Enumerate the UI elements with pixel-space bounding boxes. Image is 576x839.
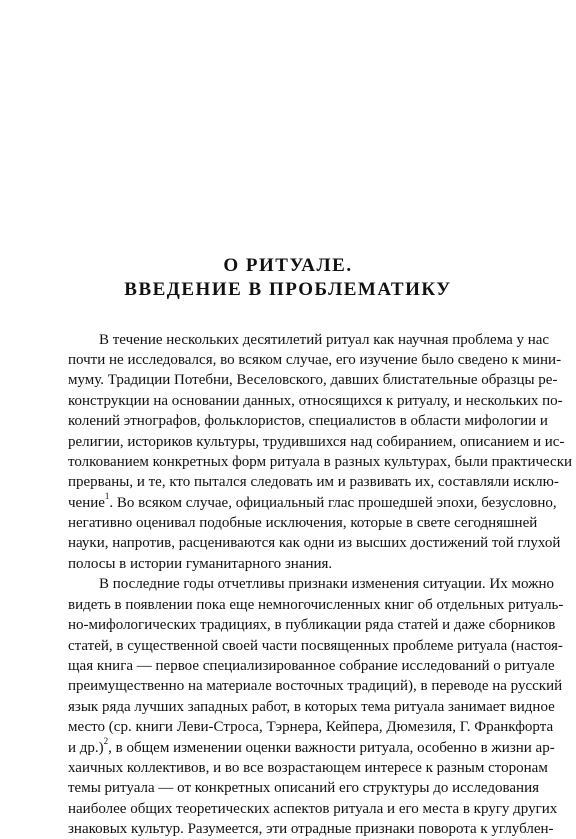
paragraph-2-line-7: язык ряда лучших западных работ, в которых тема ритуала занимает видное (68, 699, 555, 715)
paragraph-2-line-3: но-мифологических традициях, в публикации ряда статей и даже сборников (68, 617, 556, 633)
paragraph-2-line-10: хаичных коллективов, и во все возрастающем интересе к разным сторонам (68, 760, 548, 776)
paragraph-2-line-9-end: , в общем изменении оценки важности ритуала, особенно в жизни ар- (108, 740, 555, 756)
paragraph-1-line-2: почти не исследовался, во всяком случае, его изучение было сведено к мини- (68, 352, 562, 368)
paragraph-2-line-8: место (ср. книги Леви-Строса, Тэрнера, Кейпера, Дюмезиля, Г. Франкфорта (68, 719, 554, 735)
paragraph-1-line-10: негативно оценивал подобные исключения, которые в свете сегодняшней (68, 515, 538, 531)
paragraph-2-line-9-start: и др.) (68, 740, 104, 756)
paragraph-2-line-6: преимущественно на материале восточных традиций), в переводе на русский (68, 678, 563, 694)
paragraph-2-line-5: щая книга — первое специализированное собрание исследований о ритуале (68, 658, 555, 674)
footnote-marker-2[interactable]: 2 (103, 736, 109, 746)
paragraph-1-line-3: муму. Традиции Потебни, Веселовского, давших блистательные образцы ре- (68, 372, 558, 388)
paragraph-2-line-12: наиболее общих теоретических аспектов ритуала и его места в кругу других (68, 801, 558, 817)
chapter-title-line-1: О РИТУАЛЕ. (223, 255, 353, 276)
paragraph-2-line-1: В последние годы отчетливы признаки изменения ситуации. Их можно (99, 576, 555, 592)
paragraph-1-line-7: толкованием конкретных форм ритуала в разных культурах, были практически (68, 454, 573, 470)
paragraph-2-line-2: видеть в появлении пока еще немногочисленных книг об отдельных ритуаль- (68, 597, 564, 613)
paragraph-1-line-12: полосы в истории гуманитарного знания. (68, 556, 333, 572)
paragraph-1-line-6: религии, историков культуры, трудившихся над собиранием, описанием и ис- (68, 434, 565, 450)
paragraph-2-line-11: темы ритуала — от конкретных описаний его структуры до исследования (68, 780, 540, 796)
chapter-title-line-2: ВВЕДЕНИЕ В ПРОБЛЕМАТИКУ (124, 279, 452, 300)
paragraph-1-line-11: науки, напротив, расцениваются как одни из высших достижений той глухой (68, 535, 561, 551)
paragraph-1-line-9-start: чение (68, 495, 105, 511)
paragraph-1-line-5: колений этнографов, фольклористов, специалистов в области мифологии и (68, 413, 548, 429)
paragraph-1-line-1: В течение нескольких десятилетий ритуал как научная проблема у нас (99, 332, 550, 348)
paragraph-2-line-9 (68, 736, 555, 758)
paragraph-1-line-9 (68, 491, 557, 513)
footnote-marker-1[interactable]: 1 (104, 491, 110, 501)
paragraph-1-line-9-end: . Во всяком случае, официальный глас прошедшей эпохи, безусловно, (109, 495, 557, 511)
paragraph-1-line-4: конструкции на основании данных, относящихся к ритуалу, и нескольких по- (68, 393, 563, 409)
paragraph-2-line-13: знаковых культур. Разумеется, эти отрадные признаки поворота к углублен- (68, 821, 554, 837)
paragraph-1-line-8: прерваны, и те, кто пытался следовать им и развивать их, составляли исклю- (68, 474, 559, 490)
paragraph-2-line-4: статей, в существенной своей части посвященных проблеме ритуала (настоя- (68, 638, 563, 654)
